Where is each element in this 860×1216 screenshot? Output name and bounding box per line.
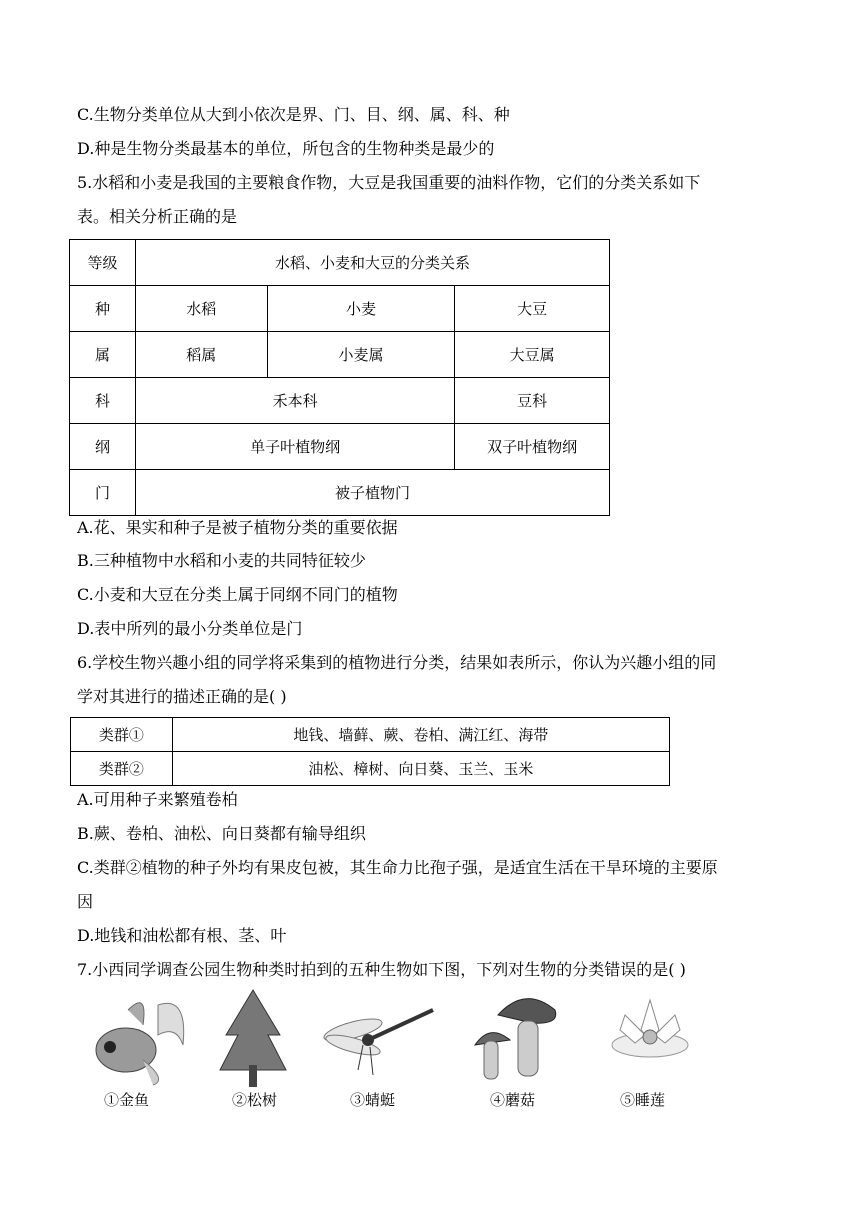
row-label-phylum: 门 (70, 470, 136, 516)
option-d-q4: D.种是生物分类最基本的单位，所包含的生物种类是最少的 (77, 139, 495, 158)
option-d-q6: D.地钱和油松都有根、茎、叶 (77, 926, 287, 945)
mushroom-image (470, 985, 565, 1090)
row-label-family: 科 (70, 378, 136, 424)
group-2-label: 类群② (71, 752, 173, 786)
option-b-q5: B.三种植物中水稻和小麦的共同特征较少 (77, 551, 366, 570)
cell-soybean-genus: 大豆属 (455, 332, 610, 378)
table-title: 水稻、小麦和大豆的分类关系 (135, 240, 609, 286)
question-5-line1: 5.水稻和小麦是我国的主要粮食作物，大豆是我国重要的油料作物，它们的分类关系如下 (77, 173, 701, 192)
group-1-label: 类群① (71, 718, 173, 752)
cell-wheat-genus: 小麦属 (267, 332, 455, 378)
option-c-q6-line2: 因 (77, 892, 94, 911)
cell-soybean: 大豆 (455, 286, 610, 332)
caption-mushroom: ④蘑菇 (490, 1091, 536, 1109)
cell-angiosperm-phylum: 被子植物门 (135, 470, 609, 516)
group-2-members: 油松、樟树、向日葵、玉兰、玉米 (172, 752, 669, 786)
goldfish-image (88, 985, 188, 1090)
option-d-q5: D.表中所列的最小分类单位是门 (77, 619, 303, 638)
option-a-q6: A.可用种子来繁殖卷柏 (77, 790, 238, 809)
question-6-line1: 6.学校生物兴趣小组的同学将采集到的植物进行分类，结果如表所示，你认为兴趣小组的同 (77, 653, 717, 672)
option-c-q6-line1: C.类群②植物的种子外均有果皮包被，其生命力比孢子强，是适宜生活在干旱环境的主要原 (77, 858, 718, 877)
table-cell-level: 等级 (70, 240, 136, 286)
pine-tree-image (218, 985, 288, 1090)
caption-goldfish: ①金鱼 (104, 1091, 150, 1109)
cell-monocot-class: 单子叶植物纲 (135, 424, 454, 470)
cell-rice-genus: 稻属 (135, 332, 267, 378)
option-c-q5: C.小麦和大豆在分类上属于同纲不同门的植物 (77, 585, 398, 604)
question-6-line2: 学对其进行的描述正确的是( ) (77, 687, 287, 706)
caption-dragonfly: ③蜻蜓 (350, 1091, 396, 1109)
question-7: 7.小西同学调查公园生物种类时拍到的五种生物如下图，下列对生物的分类错误的是( ) (77, 960, 686, 979)
cell-rice: 水稻 (135, 286, 267, 332)
water-lily-image (605, 985, 695, 1090)
caption-water-lily: ⑤睡莲 (620, 1091, 666, 1109)
option-a-q5: A.花、果实和种子是被子植物分类的重要依据 (77, 518, 398, 537)
row-label-species: 种 (70, 286, 136, 332)
option-b-q6: B.蕨、卷柏、油松、向日葵都有输导组织 (77, 824, 366, 843)
option-c-q4: C.生物分类单位从大到小依次是界、门、目、纲、属、科、种 (77, 105, 510, 124)
dragonfly-image (318, 985, 438, 1090)
caption-pine: ②松树 (232, 1091, 278, 1109)
cell-legume-family: 豆科 (455, 378, 610, 424)
question-5-line2: 表。相关分析正确的是 (77, 207, 238, 226)
classification-table (69, 239, 610, 516)
row-label-genus: 属 (70, 332, 136, 378)
cell-wheat: 小麦 (267, 286, 455, 332)
group-1-members: 地钱、墙藓、蕨、卷柏、满江红、海带 (172, 718, 669, 752)
plant-groups-table (70, 717, 670, 786)
cell-grass-family: 禾本科 (135, 378, 454, 424)
cell-dicot-class: 双子叶植物纲 (455, 424, 610, 470)
row-label-class: 纲 (70, 424, 136, 470)
